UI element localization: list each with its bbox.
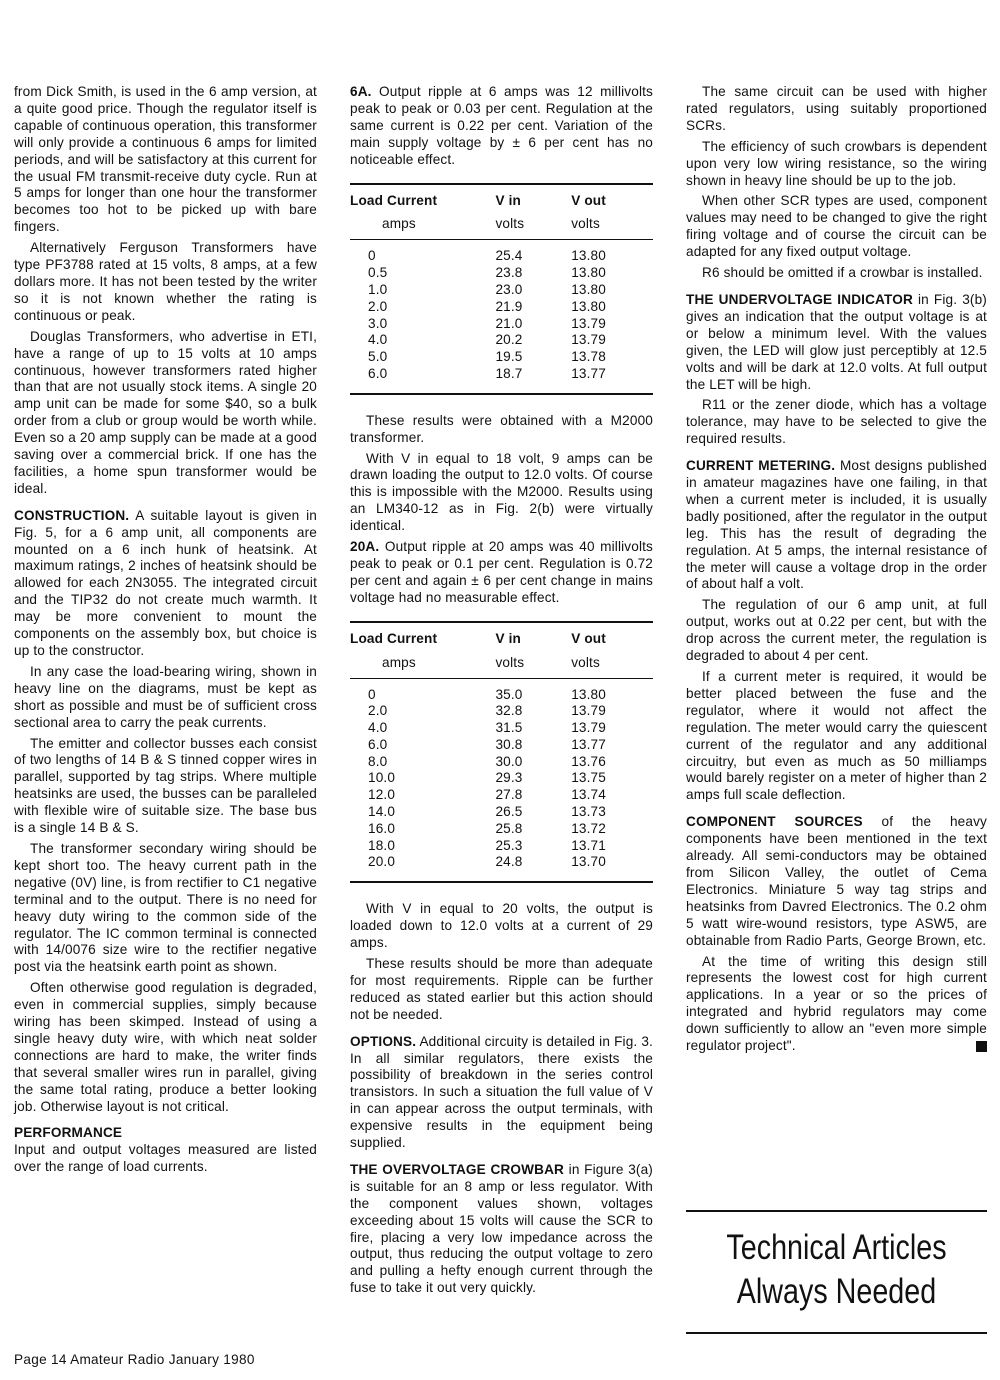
unit-volts: volts <box>495 211 571 239</box>
cell-v-in: 29.3 <box>495 770 523 786</box>
table-row <box>350 240 653 265</box>
column-header-v-in: V in <box>495 622 571 650</box>
cell-v-in: 35.0 <box>495 686 523 702</box>
paragraph: The efficiency of such crowbars is dependent upon very low wiring resistance, so the wiring shown in heavy line should be up to the job. <box>686 138 987 188</box>
cell-v-out: 13.80 <box>571 298 606 314</box>
cell-v-out: 13.73 <box>571 804 606 820</box>
paragraph: Often otherwise good regulation is degraded, even in commercial supplies, simply because wiring has been skimped. Instead of using a single heavy duty wire, with which neat solder connections are hard to make, the writer finds that several smaller wires run in parallel, giving the same total rating, produce a better looking job. Otherwise layout is not critical. <box>14 980 317 1114</box>
twenty-amp-results-table <box>350 621 653 884</box>
paragraph: from Dick Smith, is used in the 6 amp version, at a quite good price. Though the regulator itself is capable of continuous operation, this transformer will only provide a continuous 6 amps for limited periods, and will be satisfactory at this current for the usual FM transmit-receive duty cycle. Run at 5 amps for longer than one hour the transformer becomes too hot to be picked up with bare fingers. <box>14 84 317 235</box>
cell-load-current: 4.0 <box>368 720 388 736</box>
metering-heading: CURRENT METERING. <box>686 458 836 474</box>
table-body <box>350 240 653 393</box>
undervoltage-paragraph <box>686 292 987 393</box>
paragraph-text: Output ripple at 20 amps was 40 millivolts peak to peak or 0.1 per cent. Regulation is 0.72 per cent and again ± 6 per cent change in mains voltage had no measurable effect. <box>350 539 654 605</box>
paragraph: R11 or the zener diode, which has a voltage tolerance, may have to be selected to give the required results. <box>686 397 987 447</box>
paragraph: With V in equal to 20 volts, the output is loaded down to 12.0 volts at a current of 29 amps. <box>350 901 653 951</box>
table-row <box>350 316 653 333</box>
cell-load-current: 2.0 <box>368 298 388 314</box>
paragraph: When other SCR types are used, component values may need to be changed to give the right firing voltage and of course the circuit can be adapted for any fixed output voltage. <box>686 193 987 260</box>
table-row <box>350 282 653 299</box>
cell-v-out: 13.71 <box>571 837 606 853</box>
cell-load-current: 10.0 <box>368 770 396 786</box>
cell-v-in: 23.0 <box>495 281 523 297</box>
cell-v-out: 13.74 <box>571 787 606 803</box>
cell-load-current: 14.0 <box>368 804 396 820</box>
column-header-v-out: V out <box>571 622 653 650</box>
table-row <box>350 754 653 771</box>
six-amp-results-table <box>350 183 653 395</box>
table-body <box>350 678 653 881</box>
cell-v-out: 13.80 <box>571 686 606 702</box>
crowbar-paragraph <box>350 1162 653 1297</box>
cell-load-current: 3.0 <box>368 315 388 331</box>
column-header-v-out: V out <box>571 184 653 212</box>
table-row <box>350 854 653 881</box>
cell-v-out: 13.79 <box>571 703 606 719</box>
paragraph: If a current meter is required, it would be better placed between the fuse and the regulator, where it would not affect the regulation. The meter would carry the quiescent current of the regulator and any additional circuitry, but even as much as 50 milliamps would barely register on a meter of higher than 2 amps full scale deflection. <box>686 669 987 803</box>
column-3 <box>686 84 987 1059</box>
cell-load-current: 18.0 <box>368 837 396 853</box>
cell-v-out: 13.79 <box>571 315 606 331</box>
table-row <box>350 366 653 393</box>
cell-v-out: 13.80 <box>571 248 606 264</box>
unit-amps: amps <box>350 650 495 678</box>
paragraph-text: in Figure 3(a) is suitable for an 8 amp or less regulator. With the component values shown, voltages exceeding about 15 volts will cause the SCR to fire, placing a very low impedance across the output, thus reducing the output voltage to zero and pulling a hefty enough current through the fuse to take it out very quickly. <box>350 1161 653 1296</box>
paragraph: The transformer secondary wiring should be kept short too. The heavy current path in the negative (0V) line, is from rectifier to C1 negative terminal and to the output. There is no need for heavy duty wiring to the common side of the regulator. The IC common terminal is connected with 14/0076 size wire to the rectifier negative post via the heatsink earth point as shown. <box>14 840 317 975</box>
cell-v-out: 13.79 <box>571 720 606 736</box>
construction-heading: CONSTRUCTION. <box>14 507 130 523</box>
column-1 <box>14 84 317 1180</box>
paragraph-text: A suitable layout is given in Fig. 5, for a 6 amp unit, all components are mounted on a 6 inch hunk of heatsink. At maximum ratings, 2 inches of heatsink should be allowed for each 2N3055. The integrated circuit and the TIP32 do not create much warmth. It may be more convenient to mount the components on the assembly box, but choice is up to the constructor. <box>14 507 317 658</box>
table-row <box>350 265 653 282</box>
cell-load-current: 2.0 <box>368 703 388 719</box>
twenty-amp-heading: 20A. <box>350 539 380 555</box>
paragraph: These results should be more than adequate for most requirements. Ripple can be further reduced as stated earlier but this action should not be needed. <box>350 955 653 1022</box>
cell-v-in: 18.7 <box>495 365 523 381</box>
table-row <box>350 737 653 754</box>
banner-top-rule <box>686 1210 987 1212</box>
column-2 <box>350 84 653 1301</box>
paragraph: Input and output voltages measured are listed over the range of load currents. <box>14 1142 317 1175</box>
table-row <box>350 821 653 838</box>
cell-v-out: 13.77 <box>571 365 606 381</box>
table-row <box>350 349 653 366</box>
paragraph: Alternatively Ferguson Transformers have type PF3788 rated at 15 volts, 8 amps, at a few dollars more. It has not been tested by the writer so it is not known whether the rating is continuous or peak. <box>14 240 317 323</box>
page-footer: Page 14 Amateur Radio January 1980 <box>14 1352 255 1367</box>
unit-volts: volts <box>571 650 653 678</box>
banner-line-1: Technical Articles <box>726 1228 947 1267</box>
cell-load-current: 0.5 <box>368 265 388 281</box>
table-row <box>350 678 653 703</box>
paragraph-text: At the time of writing this design still represents the lowest cost for high current applications. In a year or so the prices of integrated and hybrid regulators may come down sufficiently to allow an "even more simple regulator project". <box>686 953 987 1054</box>
cell-v-out: 13.80 <box>571 265 606 281</box>
cell-v-in: 30.0 <box>495 753 523 769</box>
table-row <box>350 787 653 804</box>
column-header-v-in: V in <box>495 184 571 212</box>
cell-load-current: 20.0 <box>368 854 396 870</box>
cell-load-current: 6.0 <box>368 736 388 752</box>
paragraph: R6 should be omitted if a crowbar is installed. <box>702 265 983 281</box>
cell-v-out: 13.70 <box>571 854 606 870</box>
column-header-load-current: Load Current <box>350 184 495 212</box>
cell-v-in: 31.5 <box>495 720 523 736</box>
table-row <box>350 838 653 855</box>
table-row <box>350 804 653 821</box>
cell-v-in: 32.8 <box>495 703 523 719</box>
paragraph: Douglas Transformers, who advertise in ETI, have a range of up to 15 volts at 10 amps continuous, however transformers rated higher than that are not usually stock items. A single 20 amp unit can be made for some $40, so a bulk order from a club or group would be worth while. Even so a 20 amp supply can be made at a good saving over a commercial brick. If one has the facilities, a home spun transformer would be ideal. <box>14 328 317 496</box>
sources-paragraph <box>686 814 987 949</box>
paragraph: The regulation of our 6 amp unit, at full output, works out at 0.22 per cent, but with the drop across the current meter, the regulation is degraded to about 4 per cent. <box>686 597 987 664</box>
paragraph-text: of the heavy components have been mentioned in the text already. All semi-conductors may be obtained from Silicon Valley, the outlet of Cema Electronics. Miniature 5 way tag strips and heatsinks from Davred Electronics. The 0.2 ohm 5 watt wire-wound resistors, type ASW5, are obtainable from Radio Parts, George Brown, etc. <box>686 814 987 948</box>
cell-v-in: 25.4 <box>495 248 523 264</box>
cell-v-out: 13.78 <box>571 349 606 365</box>
cell-load-current: 12.0 <box>368 787 396 803</box>
column-header-load-current: Load Current <box>350 622 495 650</box>
options-heading: OPTIONS. <box>350 1033 417 1049</box>
cell-v-out: 13.77 <box>571 736 606 752</box>
cell-v-out: 13.76 <box>571 753 606 769</box>
cell-load-current: 6.0 <box>368 365 388 381</box>
paragraph: The same circuit can be used with higher rated regulators, using suitably proportioned SCRs. <box>686 84 987 133</box>
paragraph: The emitter and collector busses each consist of two lengths of 14 B & S tinned copper wires in parallel, supported by tag strips. Where multiple heatsinks are used, the busses can be paralleled with flexible wire of suitable size. The base bus is a single 14 B & S. <box>14 735 317 836</box>
twenty-amp-paragraph <box>350 539 653 607</box>
paragraph-text: Output ripple at 6 amps was 12 millivolts peak to peak or 0.03 per cent. Regulation at the same current is 0.22 per cent. Variation of the main supply voltage by ± 6 per cent has no noticeable effect. <box>350 84 653 167</box>
sources-heading: COMPONENT SOURCES <box>686 814 863 830</box>
cell-load-current: 1.0 <box>368 281 388 297</box>
cell-load-current: 0 <box>368 248 376 264</box>
cell-v-out: 13.79 <box>571 332 606 348</box>
cell-load-current: 5.0 <box>368 349 388 365</box>
paragraph-text: Most designs published in amateur magazines have one failing, in that when a current meter is included, it is usually badly positioned, after the regulator in the output leg. This has the result of degrading the regulation. At 5 amps, the internal resistance of the meter will cause a voltage drop in the order of about half a volt. <box>686 458 987 592</box>
performance-heading: PERFORMANCE <box>14 1125 123 1141</box>
cell-v-out: 13.72 <box>571 820 606 836</box>
undervoltage-heading: THE UNDERVOLTAGE INDICATOR <box>686 291 913 307</box>
table-row <box>350 770 653 787</box>
cell-v-in: 21.9 <box>495 298 523 314</box>
paragraph-text: in Fig. 3(b) gives an indication that the output voltage is at or below a minimum level. With the values given, the LED will glow just perceptibly at 12.5 volts and will be dark at 12.0 volts. At full output the LET will be high. <box>686 291 987 392</box>
cell-v-in: 30.8 <box>495 736 523 752</box>
unit-volts: volts <box>495 650 571 678</box>
cell-v-in: 25.8 <box>495 820 523 836</box>
paragraph: In any case the load-bearing wiring, shown in heavy line on the diagrams, must be kept as short as possible and must be of sufficient cross sectional area to carry the peak currents. <box>14 663 317 730</box>
table-row <box>350 703 653 720</box>
metering-paragraph <box>686 458 987 593</box>
unit-volts: volts <box>571 211 653 239</box>
crowbar-heading: THE OVERVOLTAGE CROWBAR <box>350 1161 565 1177</box>
cell-v-in: 24.8 <box>495 854 523 870</box>
cell-v-in: 25.3 <box>495 837 523 853</box>
options-paragraph <box>350 1034 653 1152</box>
six-amp-heading: 6A. <box>350 84 372 99</box>
paragraph: These results were obtained with a M2000 transformer. <box>350 412 653 445</box>
banner-bottom-rule <box>686 1332 987 1334</box>
cell-v-in: 21.0 <box>495 315 523 331</box>
paragraph: With V in equal to 18 volt, 9 amps can be drawn loading the output to 12.0 volts. Of course this is impossible with the M2000. Results using an LM340-12 as in Fig. 2(b) were virtually identical. <box>350 450 653 534</box>
table-row <box>350 332 653 349</box>
cell-v-in: 26.5 <box>495 804 523 820</box>
technical-articles-banner <box>713 1226 960 1314</box>
cell-v-out: 13.80 <box>571 281 606 297</box>
cell-load-current: 16.0 <box>368 820 396 836</box>
cell-load-current: 8.0 <box>368 753 388 769</box>
table-row <box>350 299 653 316</box>
cell-v-in: 27.8 <box>495 787 523 803</box>
paragraph-text: Additional circuity is detailed in Fig. 3. In all similar regulators, there exists the possibility of breakdown in the series control transistors. In such a situation the full value of V in can appear across the output terminals, with expensive results in the equipment being supplied. <box>350 1033 653 1151</box>
cell-v-in: 19.5 <box>495 349 523 365</box>
end-of-article-mark <box>976 1041 987 1052</box>
unit-amps: amps <box>350 211 495 239</box>
paragraph <box>686 954 987 1055</box>
banner-line-2: Always Needed <box>736 1272 937 1311</box>
cell-v-in: 20.2 <box>495 332 523 348</box>
table-row <box>350 720 653 737</box>
cell-v-in: 23.8 <box>495 265 523 281</box>
construction-paragraph <box>14 508 317 660</box>
cell-load-current: 4.0 <box>368 332 388 348</box>
cell-load-current: 0 <box>368 686 376 702</box>
six-amp-paragraph <box>350 84 653 169</box>
cell-v-out: 13.75 <box>571 770 606 786</box>
